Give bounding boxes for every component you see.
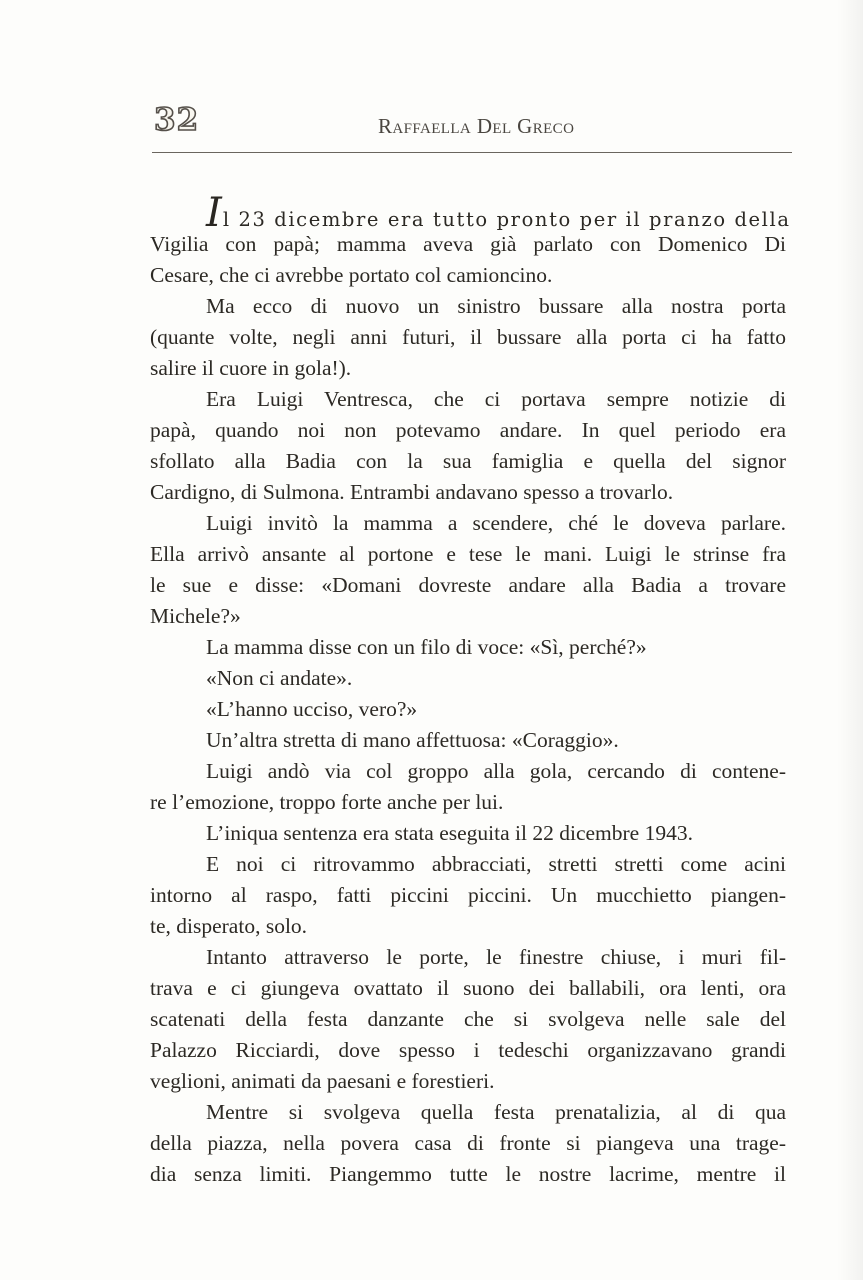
text-line-content: re l’emozione, troppo forte anche per lui. bbox=[150, 790, 504, 814]
text-line-content: Michele?» bbox=[150, 604, 241, 628]
text-line-content: sfollato alla Badia con la sua famiglia e quella del signor bbox=[150, 449, 786, 473]
text-line-content: dia senza limiti. Piangemmo tutte le nostre lacrime, mentre il bbox=[150, 1162, 786, 1186]
text-line-content: te, disperato, solo. bbox=[150, 914, 308, 938]
text-line bbox=[150, 353, 786, 384]
text-line bbox=[150, 725, 786, 756]
text-line-content: della piazza, nella povera casa di fronte si piangeva una trage- bbox=[150, 1131, 786, 1155]
text-line bbox=[150, 384, 786, 415]
text-line-content: Mentre si svolgeva quella festa prenatalizia, al di qua bbox=[206, 1100, 786, 1124]
text-line-content: La mamma disse con un filo di voce: «Sì, perché?» bbox=[206, 635, 647, 659]
text-line bbox=[150, 190, 791, 236]
text-line bbox=[150, 570, 786, 601]
text-line bbox=[150, 880, 786, 911]
text-line bbox=[150, 632, 786, 663]
text-line bbox=[150, 477, 786, 508]
text-line bbox=[150, 508, 786, 539]
text-line bbox=[150, 322, 786, 353]
text-line-content: «Non ci andate». bbox=[206, 666, 353, 690]
text-line bbox=[150, 663, 786, 694]
text-line-content: Palazzo Ricciardi, dove spesso i tedeschi organizzavano grandi bbox=[150, 1038, 786, 1062]
text-line bbox=[150, 539, 786, 570]
running-head-title: Raffaella Del Greco bbox=[378, 114, 575, 138]
text-line bbox=[150, 694, 786, 725]
text-line-content: salire il cuore in gola!). bbox=[150, 356, 352, 380]
text-line bbox=[150, 1159, 786, 1190]
text-line-content: Ma ecco di nuovo un sinistro bussare alla nostra porta bbox=[206, 294, 786, 318]
page-header bbox=[152, 100, 792, 156]
text-line bbox=[150, 942, 786, 973]
text-line-content: (quante volte, negli anni futuri, il bussare alla porta ci ha fatto bbox=[150, 325, 786, 349]
text-line bbox=[150, 973, 786, 1004]
text-line bbox=[150, 849, 786, 880]
text-line bbox=[150, 1066, 786, 1097]
text-line-content: papà, quando noi non potevamo andare. In quel periodo era bbox=[150, 418, 786, 442]
text-line bbox=[150, 260, 786, 291]
page-edge-shadow bbox=[837, 0, 863, 1280]
text-line bbox=[150, 1035, 786, 1066]
text-line bbox=[150, 1004, 786, 1035]
text-line-content: «L’hanno ucciso, vero?» bbox=[206, 697, 418, 721]
text-line bbox=[150, 415, 786, 446]
text-line-content: veglioni, animati da paesani e forestieri. bbox=[150, 1069, 495, 1093]
page-number: 32 bbox=[154, 102, 200, 138]
text-line bbox=[150, 911, 786, 942]
text-line-content: scatenati della festa danzante che si svolgeva nelle sale del bbox=[150, 1007, 786, 1031]
text-line bbox=[150, 229, 786, 260]
text-line-content: Cardigno, di Sulmona. Entrambi andavano spesso a trovarlo. bbox=[150, 480, 674, 504]
text-line-content: L’iniqua sentenza era stata eseguita il 22 dicembre 1943. bbox=[206, 821, 693, 845]
text-line bbox=[150, 787, 786, 818]
text-line-content: le sue e disse: «Domani dovreste andare alla Badia a trovare bbox=[150, 573, 786, 597]
text-line bbox=[150, 446, 786, 477]
text-line-content: trava e ci giungeva ovattato il suono dei ballabili, ora lenti, ora bbox=[150, 976, 786, 1000]
text-line bbox=[150, 1097, 786, 1128]
drop-cap: I bbox=[206, 190, 222, 236]
text-line-content: E noi ci ritrovammo abbracciati, stretti stretti come acini bbox=[206, 852, 786, 876]
header-rule bbox=[152, 152, 792, 153]
text-line bbox=[150, 1128, 786, 1159]
text-line-content: l 23 dicembre era tutto pronto per il pranzo della bbox=[222, 208, 791, 231]
text-line-content: Vigilia con papà; mamma aveva già parlato con Domenico Di bbox=[150, 232, 786, 256]
text-line-content: Luigi invitò la mamma a scendere, ché le doveva parlare. bbox=[206, 511, 786, 535]
text-line-content: intorno al raspo, fatti piccini piccini. Un mucchietto piangen- bbox=[150, 883, 786, 907]
text-line bbox=[150, 291, 786, 322]
text-line-content: Era Luigi Ventresca, che ci portava sempre notizie di bbox=[206, 387, 786, 411]
text-line bbox=[150, 818, 786, 849]
body-text bbox=[150, 190, 791, 1190]
text-line-content: Un’altra stretta di mano affettuosa: «Coraggio». bbox=[206, 728, 619, 752]
text-line-content: Intanto attraverso le porte, le finestre chiuse, i muri fil- bbox=[206, 945, 786, 969]
text-line-content: Luigi andò via col groppo alla gola, cercando di contene- bbox=[206, 759, 786, 783]
text-line-content: Ella arrivò ansante al portone e tese le mani. Luigi le strinse fra bbox=[150, 542, 786, 566]
text-line bbox=[150, 756, 786, 787]
text-line bbox=[150, 601, 786, 632]
text-line-content: Cesare, che ci avrebbe portato col camioncino. bbox=[150, 263, 553, 287]
